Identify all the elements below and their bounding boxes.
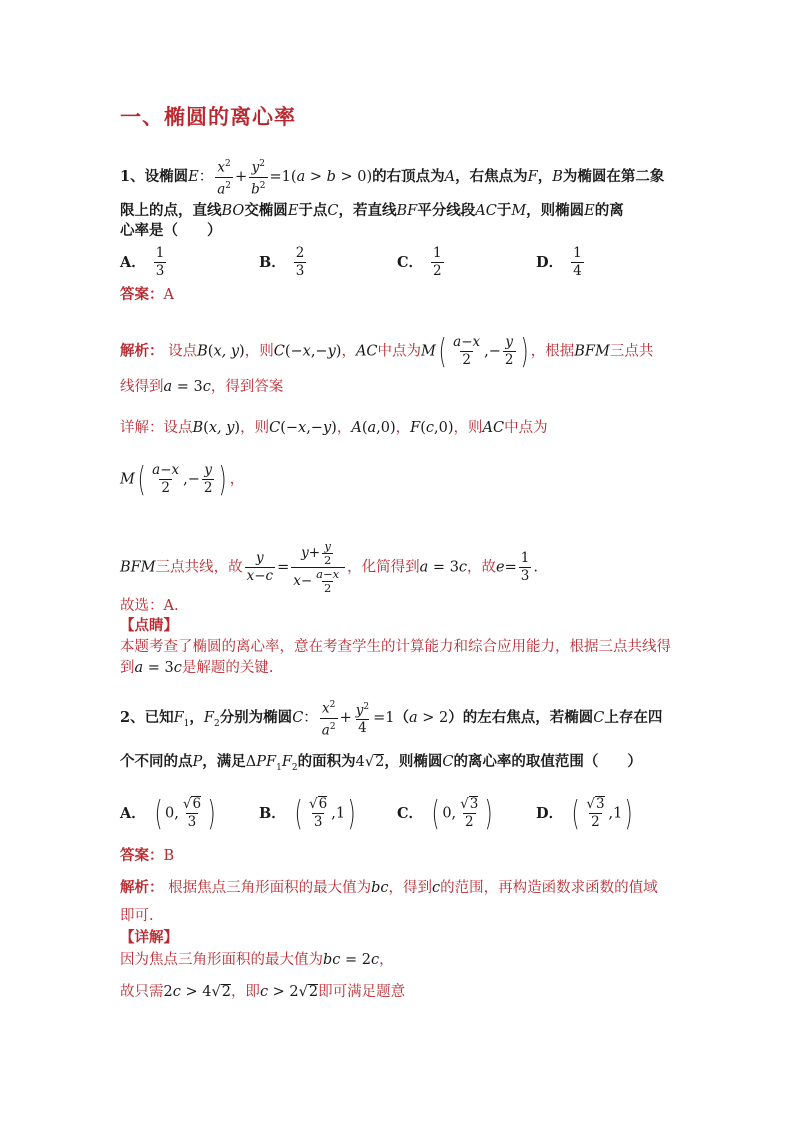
q1-comment-label: 【点睛】 (120, 617, 178, 634)
q1-analysis-line-1: 解析： 设点B(x, y)，则C(−x,−y)，AC中点为M( $\frac{a-x}{2}$ ,− $\frac{y}{2}$ ) ，根据BFM三点共 (120, 331, 654, 372)
q1-stem-line-2: 限上的点，直线BO交椭圆E于点C，若直线BF平分线段AC于M，则椭圆E的离 (120, 202, 624, 219)
q1-stem-line-1: 1、设椭圆E： $\frac{x^2}{a^2}$ + $\frac{y^2}{b^2}$ =1(a > b > 0)的右顶点为A，右焦点为F，B为椭圆在第二象 (120, 159, 665, 197)
q1-detail-collinear: BFM三点共线，故 $\frac{y}{x-c}$ = y+ $\frac{y}{2}$ x− $\frac{a-x}{2}$ ，化简得到a = 3c，故e= $\frac{1}{3}$ . (120, 539, 538, 595)
q2-detail-line-1: 因为焦点三角形面积的最大值为bc = 2c， (120, 952, 394, 968)
q1-option-a: A． $\frac{1}{3}$ (120, 245, 165, 279)
q1-option-b: B． $\frac{2}{3}$ (259, 245, 305, 279)
q2-option-a: A． ( 0, $\frac{√6}{3}$ ) (120, 793, 216, 834)
q2-option-b: B． ( $\frac{√6}{3}$ ,1) (259, 793, 356, 834)
q1-comment-line-1: 本题考查了椭圆的离心率，意在考查学生的计算能力和综合应用能力，根据三点共线得 (120, 639, 671, 655)
section-title: 一、椭圆的离心率 (120, 104, 296, 129)
q1-option-d: D． $\frac{1}{4}$ (536, 245, 582, 279)
q2-analysis-line-1: 解析： 根据焦点三角形面积的最大值为bc，得到c的范围，再构造函数求函数的值域 (120, 879, 658, 896)
q1-stem-line-3: 心率是（ ） (120, 222, 222, 239)
q2-option-d: D． ( $\frac{√3}{2}$ ,1) (536, 793, 634, 834)
q1-analysis-line-2: 线得到a = 3c，得到答案 (120, 379, 284, 395)
q1-answer: 答案：A (120, 286, 174, 303)
q1-choose: 故选：A. (120, 598, 179, 614)
q2-detail-line-2: 故只需2c > 4√2，即c > 2√2即可满足题意 (120, 984, 406, 1000)
q1-detail-line-1: 详解：设点B(x, y)，则C(−x,−y)，A(a,0)，F(c,0)，则AC中点为 (120, 420, 548, 436)
q2-detail-label: 【详解】 (120, 929, 178, 946)
q1-detail-midpoint: M( $\frac{a-x}{2}$ ,− $\frac{y}{2}$ ) ， (120, 459, 245, 500)
q2-stem-line-1: 2、已知$F_1$，$F_2$分别为椭圆C： $\frac{x^2}{a^2}$ + $\frac{y^2}{4}$ =1（a > 2）的左右焦点，若椭圆C上存在四 (120, 700, 663, 738)
q1-comment-line-2: 到a = 3c是解题的关键. (120, 660, 274, 676)
q2-answer: 答案：B (120, 847, 175, 864)
q2-stem-line-2: 个不同的点P，满足$\Delta PF_1F_2$的面积为4√2，则椭圆C的离心率的取值范围（ ） (120, 753, 642, 773)
q1-option-c: C． $\frac{1}{2}$ (397, 245, 442, 279)
q2-option-c: C． ( 0, $\frac{√3}{2}$ ) (397, 793, 493, 834)
q2-analysis-line-2: 即可. (120, 908, 154, 924)
